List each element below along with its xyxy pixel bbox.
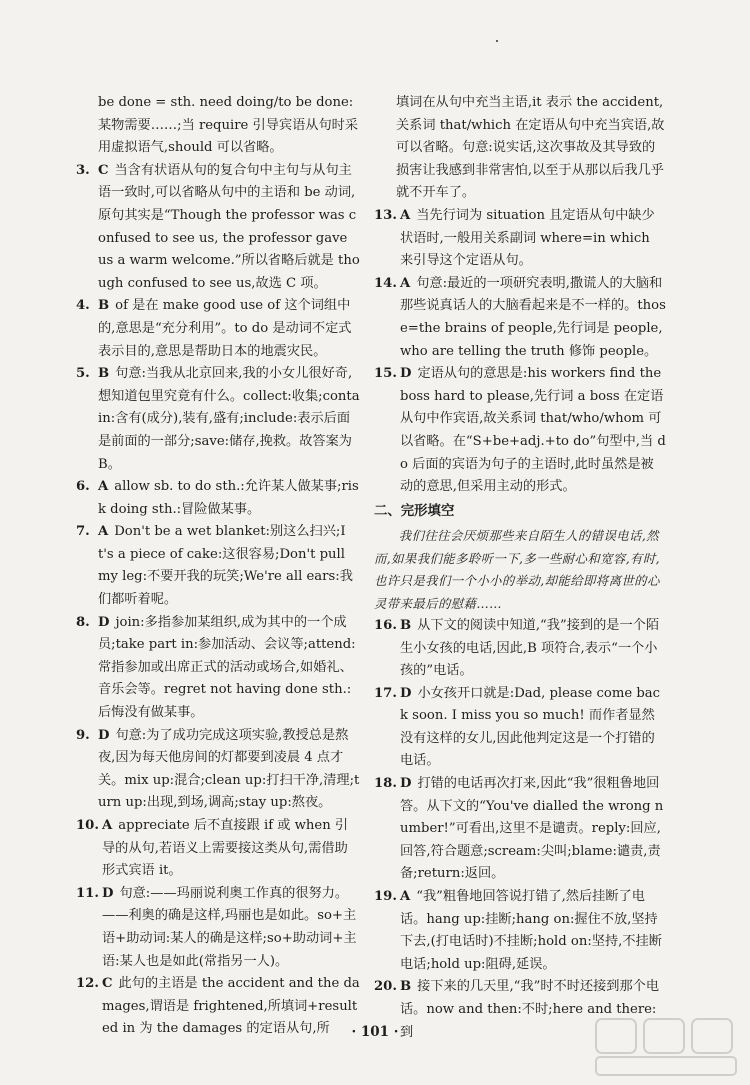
left-column (76, 92, 360, 1041)
right-column-answers-top (374, 92, 666, 499)
explanation-text: 打错的电话再次打来,因此“我”很粗鲁地回答。从下文的“You've dialled the wrong number!”可看出,这里不是谴责。reply:回应,回答,符合题意;scream:尖叫;blame:谴责,责备;return:返回。 (400, 776, 664, 882)
answer-letter: D (400, 685, 412, 701)
explanation-text: “我”粗鲁地回答说打错了,然后挂断了电话。hang up:挂断;hang on:握住不放,坚持下去,(打电话时)不挂断;hold on:坚持,不挂断电话;hold up:阻碍,延误。 (400, 889, 662, 972)
answer-letter: A (102, 818, 113, 833)
explanation-text: allow sb. to do sth.:允许某人做某事;risk doing sth.:冒险做某事。 (98, 479, 359, 517)
question-number: 11. (76, 885, 99, 901)
explanation-text: 当含有状语从句的复合句中主句与从句主语一致时,可以省略从句中的主语和 be 动词,原句其实是“Though the professor was confused to see us, the professor gave us a warm welcome.”所以省略后就是 though confused to see us,故选 C 项。 (98, 162, 360, 291)
explanation-text: 句意:最近的一项研究表明,撒谎人的大脑和那些说真话人的大脑看起来是不一样的。those=the brains of people,先行词是 people, who are telling the truth 修饰 people。 (400, 275, 666, 359)
answer-item (374, 683, 666, 773)
answer-item (76, 363, 360, 476)
watermark-logo-icon (594, 1017, 744, 1079)
question-number: 6. (76, 479, 90, 495)
answer-item (374, 615, 666, 683)
answer-letter: A (400, 207, 411, 223)
answer-item (374, 92, 666, 205)
section-heading: 二、完形填空 (374, 503, 455, 519)
answer-item (76, 883, 360, 973)
answer-item (76, 476, 360, 521)
explanation-text: of 是在 make good use of 这个词组中的,意思是“充分利用”。to do 是动词不定式表示目的,意思是帮助日本的地震灾民。 (98, 298, 352, 359)
explanation-text: 句意:为了成功完成这项实验,教授总是熬夜,因为每天他房间的灯都要到凌晨 4 点才关。mix up:混合;clean up:打扫干净,清理;turn up:出现,到场,调高;stay up:熬夜。 (98, 727, 360, 811)
answer-letter: B (98, 366, 110, 382)
answer-letter: C (98, 162, 109, 178)
explanation-text: 句意:当我从北京回来,我的小女儿很好奇,想知道包里究竟有什么。collect:收集;contain:含有(成分),装有,盛有;include:表示后面是前面的一部分;save:储存,挽救。故答案为 B。 (98, 366, 360, 472)
question-number: 14. (374, 275, 397, 291)
right-column (374, 92, 666, 1044)
answer-item (374, 773, 666, 886)
answer-letter: A (400, 275, 411, 291)
question-number: 17. (374, 685, 397, 701)
answer-item (76, 295, 360, 363)
answer-item (374, 363, 666, 499)
question-number: 5. (76, 366, 90, 382)
explanation-text: 当先行词为 situation 且定语从句中缺少状语时,一般用关系副词 where=in which 来引导这个定语从句。 (400, 207, 655, 269)
answer-item (374, 273, 666, 363)
answer-item (76, 612, 360, 725)
question-number: 15. (374, 366, 397, 382)
explanation-text: 从下文的阅读中知道,“我”接到的是一个陌生小女孩的电话,因此,B 项符合,表示“一个小孩的”电话。 (400, 617, 660, 679)
answer-item (76, 815, 360, 883)
answer-item (374, 886, 666, 976)
explanation-text: 填词在从句中充当主语,it 表示 the accident,关系词 that/which 在定语从句中充当宾语,故可以省略。句意:说实话,这次事故及其导致的损害让我感到非常害怕,以至于从那以后我几乎就不开车了。 (396, 95, 665, 201)
explanation-text: be done = sth. need doing/to be done:某物需要……;当 require 引导宾语从句时采用虚拟语气,should 可以省略。 (98, 95, 359, 156)
question-number: 7. (76, 524, 90, 540)
answer-letter: B (98, 298, 110, 314)
answer-item (76, 92, 360, 160)
question-number: 12. (76, 976, 99, 992)
answer-letter: C (102, 976, 113, 992)
answer-letter: B (400, 979, 412, 995)
explanation-text: 接下来的几天里,“我”时不时还接到那个电话。now and then:不时;here and there:到 (400, 979, 660, 1040)
right-column-answers-bottom (374, 615, 666, 1044)
answer-letter: A (98, 524, 109, 540)
question-number: 19. (374, 889, 397, 905)
ink-speck (496, 40, 498, 42)
answer-letter: D (98, 614, 110, 630)
question-number: 20. (374, 979, 397, 995)
answer-letter: D (400, 776, 412, 792)
page-number: · 101 · (351, 1024, 399, 1040)
question-number: 13. (374, 207, 397, 223)
explanation-text: Don't be a wet blanket:别这么扫兴;It's a piece of cake:这很容易;Don't pull my leg:不要开我的玩笑;We're all ears:我们都听着呢。 (98, 524, 353, 608)
question-number: 16. (374, 617, 397, 633)
explanation-text: appreciate 后不直接跟 if 或 when 引导的从句,若语义上需要接这类从句,需借助形式宾语 it。 (102, 818, 349, 879)
answer-letter: A (98, 479, 109, 495)
answer-letter: A (400, 889, 411, 905)
explanation-text: join:多指参加某组织,成为其中的一个成员;take part in:参加活动、会议等;attend:常指参加或出席正式的活动或场合,如婚礼、音乐会等。regret not having done sth.:后悔没有做某事。 (98, 614, 356, 721)
answer-item (76, 521, 360, 611)
explanation-text: 定语从句的意思是:his workers find the boss hard to please,先行词 a boss 在定语从句中作宾语,故关系词 that/who/whom 可以省略。在“S+be+adj.+to do”句型中,当 do 后面的宾语为句子的主语时,此时虽然是被动的意思,但采用主动的形式。 (400, 366, 666, 495)
question-number: 4. (76, 298, 90, 314)
answer-item (76, 160, 360, 296)
question-number: 10. (76, 818, 99, 833)
answer-item (374, 205, 666, 273)
explanation-text: 此句的主语是 the accident and the damages,谓语是 frightened,所填词+resulted in 为 the damages 的定语从句,所 (102, 976, 360, 1037)
explanation-text: 小女孩开口就是:Dad, please come back soon. I miss you so much! 而作者显然没有这样的女儿,因此他判定这是一个打错的电话。 (400, 685, 661, 769)
answer-item (76, 725, 360, 815)
answer-letter: D (102, 885, 114, 901)
question-number: 3. (76, 162, 90, 178)
answer-letter: D (400, 366, 412, 382)
question-number: 9. (76, 727, 90, 743)
explanation-text: 句意:——玛丽说利奥工作真的很努力。——利奥的确是这样,玛丽也是如此。so+主语+助动词:某人的确是这样;so+助动词+主语:某人也是如此(常指另一人)。 (102, 885, 357, 969)
answer-letter: D (98, 727, 110, 743)
question-number: 8. (76, 614, 90, 630)
answer-letter: B (400, 617, 412, 633)
question-number: 18. (374, 776, 397, 792)
cloze-passage: 我们往往会厌烦那些来自陌生人的错误电话,然而,如果我们能多聆听一下,多一些耐心和宽容,有时,也许只是我们一个小小的举动,却能给即将离世的心灵带来最后的慰藉…… (374, 528, 660, 611)
